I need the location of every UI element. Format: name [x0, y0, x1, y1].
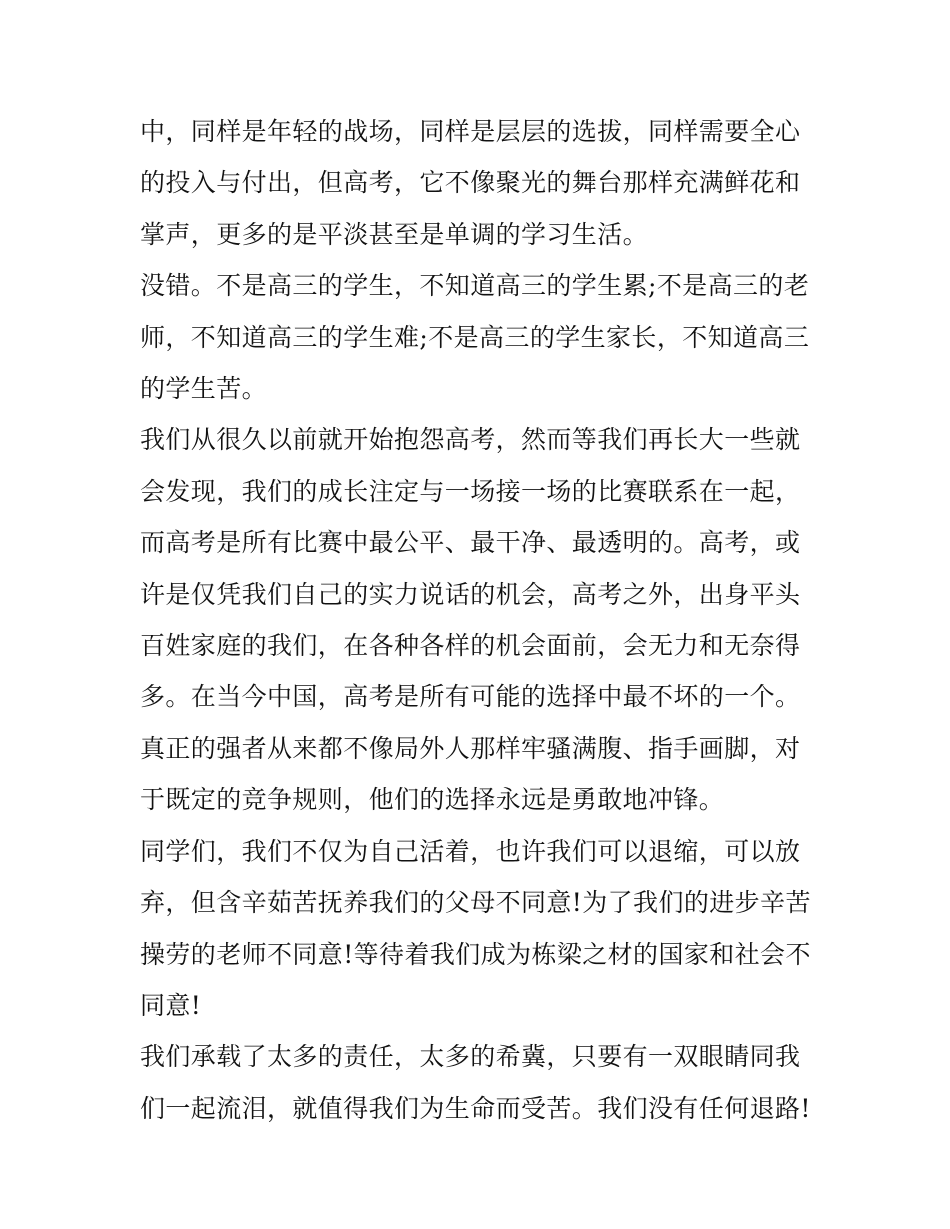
paragraph-5: 我们承载了太多的责任，太多的希冀，只要有一双眼睛同我们一起流泪，就值得我们为生命而受苦。我们没有任何退路!	[140, 1042, 811, 1123]
paragraph-1: 中，同样是年轻的战场，同样是层层的选拔，同样需要全心的投入与付出，但高考，它不像聚光的舞台那样充满鲜花和掌声，更多的是平淡甚至是单调的学习生活。	[140, 117, 801, 249]
paragraph-3: 我们从很久以前就开始抱怨高考，然而等我们再长大一些就会发现，我们的成长注定与一场接一场的比赛联系在一起，而高考是所有比赛中最公平、最干净、最透明的。高考，或许是仅凭我们自己的实力说话的机会，高考之外，出身平头百姓家庭的我们，在各种各样的机会面前，会无力和无奈得多。在当今中国，高考是所有可能的选择中最不坏的一个。真正的强者从来都不像局外人那样牢骚满腹、指手画脚，对于既定的竞争规则，他们的选择永远是勇敢地冲锋。	[140, 425, 801, 815]
paragraph-2: 没错。不是高三的学生，不知道高三的学生累;不是高三的老师，不知道高三的学生难;不是高三的学生家长，不知道高三的学生苦。	[140, 271, 810, 404]
paragraph-4: 同学们，我们不仅为自己活着，也许我们可以退缩，可以放弃，但含辛茹苦抚养我们的父母不同意!为了我们的进步辛苦操劳的老师不同意!等待着我们成为栋梁之材的国家和社会不同意!	[140, 836, 811, 1020]
document-body	[140, 106, 820, 1134]
